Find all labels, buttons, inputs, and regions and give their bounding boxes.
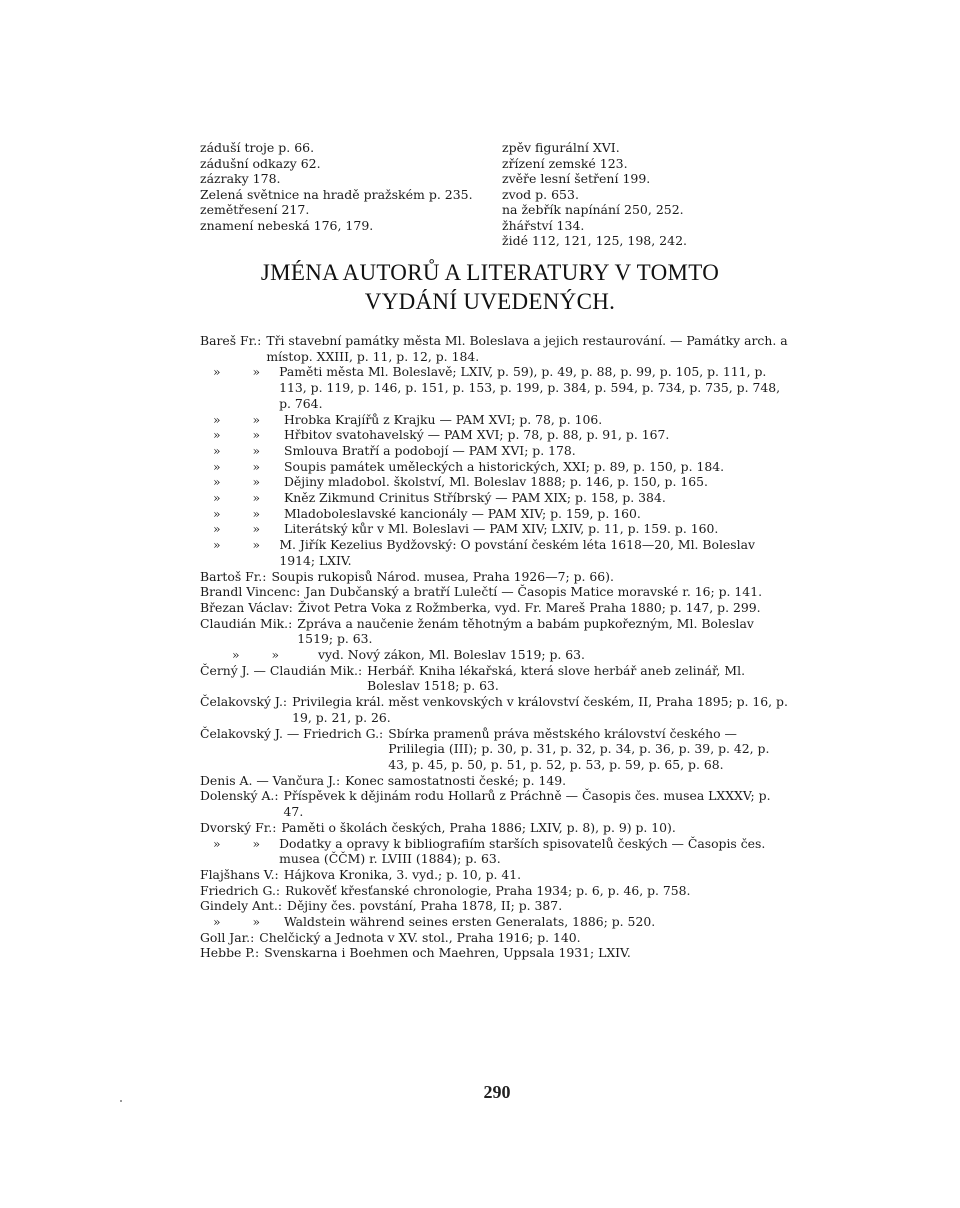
index-entry: zřízení zemské 123. (502, 155, 628, 171)
entry-text: Příspěvek k dějinám rodu Hollarů z Práchně — Časopis čes. musea LXXXV; p. 47. (283, 788, 771, 820)
entry-author: Černý J. — Claudián Mik.: (200, 662, 363, 678)
ditto-mark: » » (213, 914, 275, 930)
entry-text: M. Jiřík Kezelius Bydžovský: O povstání českém léta 1618—20, Ml. Boleslav 1914; LXIV. (279, 537, 755, 568)
index-entry: zázraky 178. (200, 171, 281, 186)
bibliography-list (200, 333, 792, 961)
bibliography-entry (200, 616, 792, 647)
ditto-mark: » » (232, 647, 294, 663)
index-entry: zvod p. 653. (502, 186, 579, 202)
page-number: 290 (483, 1082, 511, 1102)
index-column-right (502, 140, 742, 249)
index-entry: zemětřesení 217. (200, 202, 310, 217)
entry-text: Sbírka pramenů práva městského království českého — Prililegia (III); p. 30, p. 31, p. 32, p. 34, p. 36, p. 39, p. 42, p. 43, p. 45, p. 50, p. 51, p. 52, p. 53, p. 59, p. 65, p. 68. (388, 725, 770, 772)
ditto-mark: » » (213, 521, 275, 537)
entry-text: Literátský kůr v Ml. Boleslavi — PAM XIV; LXIV, p. 11, p. 159. p. 160. (284, 521, 719, 537)
entry-text: Soupis rukopisů Národ. musea, Praha 1926—7; p. 66). (271, 568, 614, 584)
entry-text: Dodatky a opravy k bibliografiím starších spisovatelů českých — Časopis čes. musea (ČČM) r. LVIII (1884); p. 63. (279, 835, 766, 867)
bibliography-entry (200, 600, 792, 616)
bibliography-entry (200, 364, 792, 411)
entry-author: Březan Václav: (200, 599, 293, 615)
bibliography-entry (200, 930, 792, 946)
bibliography-entry (200, 663, 792, 694)
entry-author: Gindely Ant.: (200, 898, 283, 914)
entry-author: Hebbe P.: (200, 945, 260, 961)
index-column-left (200, 140, 490, 233)
section-heading-line-2: VYDÁNÍ UVEDENÝCH. (364, 289, 616, 314)
entry-text: Hrobka Krajířů z Krajku — PAM XVI; p. 78, p. 106. (284, 411, 603, 427)
entry-author: Dvorský Fr.: (200, 819, 277, 835)
index-entry: Zelená světnice na hradě pražském p. 235. (200, 186, 473, 202)
scan-speck (120, 1100, 122, 1102)
entry-author: Friedrich G.: (200, 882, 281, 898)
bibliography-entry (200, 820, 792, 836)
entry-text: vyd. Nový zákon, Ml. Boleslav 1519; p. 63. (318, 647, 585, 663)
entry-text: Jan Dubčanský a bratří Lulečtí — Časopis Matice moravské r. 16; p. 141. (305, 584, 763, 600)
bibliography-entry (200, 867, 792, 883)
entry-author: Čelakovský J.: (200, 694, 288, 710)
bibliography-entry (200, 474, 792, 490)
index-entry: židé 112, 121, 125, 198, 242. (502, 233, 688, 248)
bibliography-entry (200, 694, 792, 725)
bibliography-entry (200, 490, 792, 506)
entry-author: Denis A. — Vančura J.: (200, 772, 341, 788)
ditto-mark: » » (213, 364, 275, 380)
bibliography-entry (200, 443, 792, 459)
ditto-mark: » » (213, 490, 275, 506)
ditto-mark: » » (213, 505, 275, 521)
bibliography-entry (200, 836, 792, 867)
bibliography-entry (200, 333, 792, 364)
bibliography-entry (200, 898, 792, 914)
bibliography-entry (200, 427, 792, 443)
entry-text: Život Petra Voka z Rožmberka, vyd. Fr. Mareš Praha 1880; p. 147, p. 299. (297, 599, 761, 615)
entry-text: Soupis památek uměleckých a historických, XXI; p. 89, p. 150, p. 184. (284, 458, 725, 474)
entry-text: Herbář. Kniha lékařská, která slove herbář aneb zelinář, Ml. Boleslav 1518; p. 63. (367, 662, 746, 694)
bibliography-entry (200, 569, 792, 585)
entry-text: Mladoboleslavské kancionály — PAM XIV; p. 159, p. 160. (284, 505, 641, 521)
index-entry: záduší troje p. 66. (200, 140, 315, 155)
entry-text: Zpráva a naučenie ženám těhotným a babám pupkořezným, Ml. Boleslav 1519; p. 63. (297, 615, 754, 647)
ditto-mark: » » (213, 537, 275, 553)
index-entry: zvěře lesní šetření 199. (502, 171, 651, 186)
entry-text: Paměti města Ml. Boleslavě; LXIV, p. 59), p. 49, p. 88, p. 99, p. 105, p. 111, p. 113, p. 119, p. 146, p. 151, p. 153, p. 199, p. 384, p. 594, p. 734, p. 735, p. 748, p. 764. (279, 364, 781, 411)
bibliography-entry (200, 773, 792, 789)
entry-author: Brandl Vincenc: (200, 584, 301, 600)
ditto-mark: » » (213, 474, 275, 490)
ditto-mark: » » (213, 458, 275, 474)
entry-author: Flajšhans V.: (200, 866, 279, 882)
entry-text: Kněz Zikmund Crinitus Stříbrský — PAM XIX; p. 158, p. 384. (284, 490, 666, 506)
bibliography-entry (200, 647, 792, 663)
entry-text: Dějiny čes. povstání, Praha 1878, II; p. 387. (287, 898, 563, 914)
entry-author: Čelakovský J. — Friedrich G.: (200, 725, 384, 741)
entry-text: Rukověť křesťanské chronologie, Praha 1934; p. 6, p. 46, p. 758. (285, 882, 691, 898)
entry-text: Paměti o školách českých, Praha 1886; LXIV, p. 8), p. 9) p. 10). (281, 819, 676, 835)
bibliography-entry (200, 412, 792, 428)
bibliography-entry (200, 584, 792, 600)
index-entry: žhářství 134. (502, 217, 585, 233)
ditto-mark: » » (213, 427, 275, 443)
index-entry: zádušní odkazy 62. (200, 155, 321, 171)
bibliography-entry (200, 537, 792, 568)
index-entry: na žebřík napínání 250, 252. (502, 202, 684, 217)
entry-text: Chelčický a Jednota v XV. stol., Praha 1916; p. 140. (259, 929, 581, 945)
entry-text: Privilegia král. měst venkovských v království českém, II, Praha 1895; p. 16, p. 19, p. 21, p. 26. (292, 694, 788, 725)
entry-text: Waldstein während seines ersten Generalats, 1886; p. 520. (284, 914, 656, 930)
entry-text: Svenskarna i Boehmen och Maehren, Uppsala 1931; LXIV. (264, 945, 631, 961)
section-heading (210, 258, 770, 316)
entry-text: Hájkova Kronika, 3. vyd.; p. 10, p. 41. (283, 866, 522, 882)
bibliography-entry (200, 506, 792, 522)
entry-author: Bareš Fr.: (200, 333, 262, 348)
bibliography-entry (200, 914, 792, 930)
entry-author: Dolenský A.: (200, 788, 279, 804)
index-entry: zpěv figurální XVI. (502, 140, 620, 155)
entry-text: Hřbitov svatohavelský — PAM XVI; p. 78, p. 88, p. 91, p. 167. (284, 427, 670, 443)
bibliography-entry (200, 726, 792, 773)
entry-author: Goll Jar.: (200, 929, 255, 945)
ditto-mark: » » (213, 835, 275, 851)
entry-text: Dějiny mladobol. školství, Ml. Boleslav 1888; p. 146, p. 150, p. 165. (284, 474, 708, 490)
bibliography-entry (200, 883, 792, 899)
entry-author: Claudián Mik.: (200, 615, 293, 631)
entry-text: Smlouva Bratří a podobojí — PAM XVI; p. 178. (284, 442, 576, 458)
ditto-mark: » » (213, 442, 275, 458)
bibliography-entry (200, 945, 792, 961)
ditto-mark: » » (213, 411, 275, 427)
bibliography-entry (200, 788, 792, 819)
index-entry: znamení nebeská 176, 179. (200, 217, 374, 233)
section-heading-line-1: JMÉNA AUTORŮ A LITERATURY V TOMTO (260, 260, 720, 285)
bibliography-entry (200, 521, 792, 537)
entry-text: Konec samostatnosti české; p. 149. (345, 772, 567, 788)
entry-text: Tři stavební památky města Ml. Boleslava a jejich restaurování. — Památky arch. a místop. XXIII, p. 11, p. 12, p. 184. (266, 333, 788, 364)
entry-author: Bartoš Fr.: (200, 568, 267, 584)
bibliography-entry (200, 459, 792, 475)
